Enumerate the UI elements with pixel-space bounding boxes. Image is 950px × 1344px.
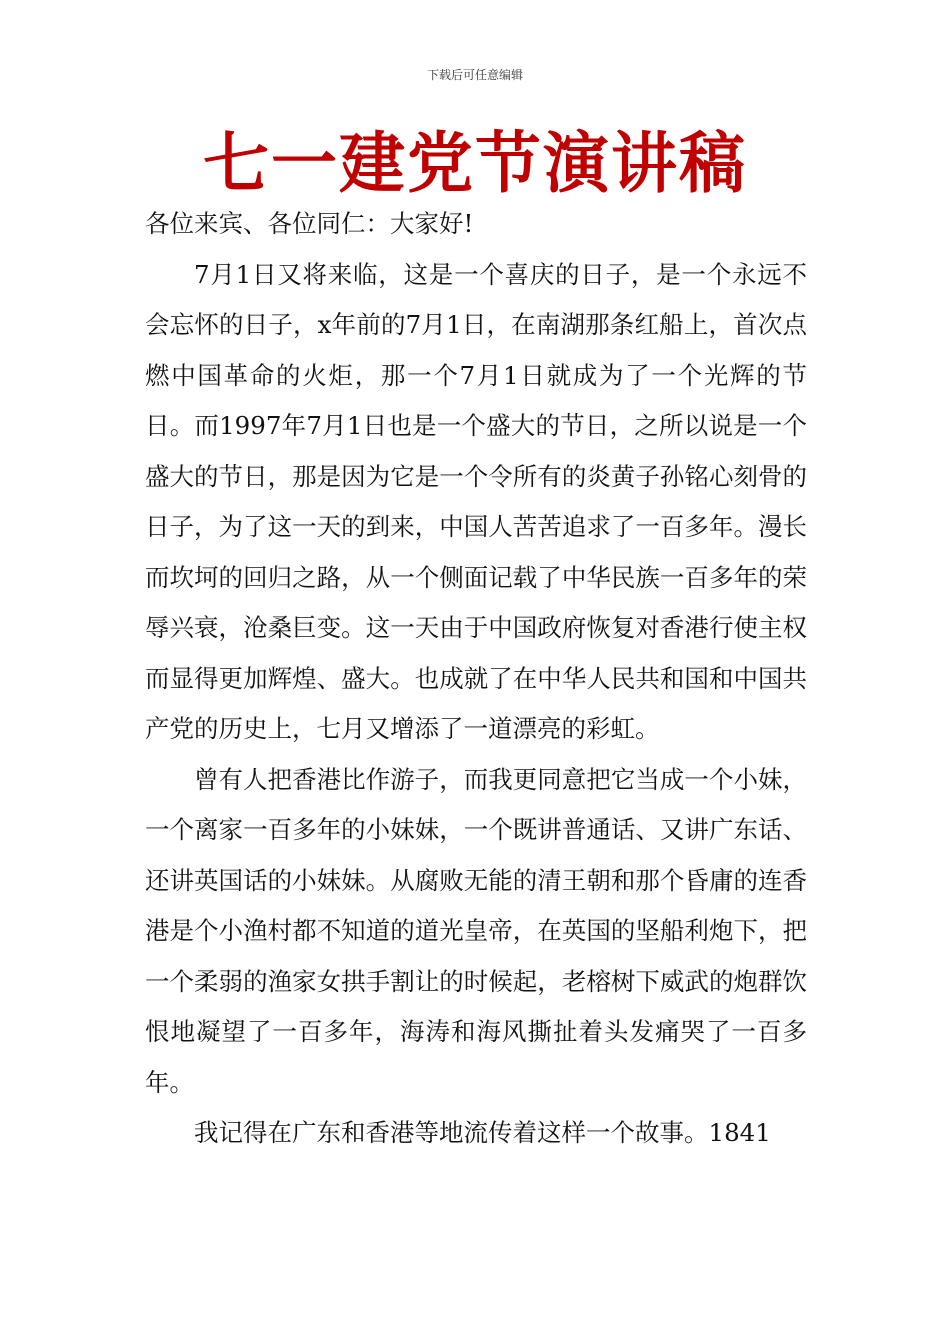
salutation: 各位来宾、各位同仁：大家好!	[145, 209, 474, 238]
document-title: 七一建党节演讲稿	[203, 124, 747, 202]
paragraph-2: 曾有人把香港比作游子，而我更同意把它当成一个小妹，一个离家一百多年的小妹妹，一个既讲普通话、又讲广东话、还讲英国话的小妹妹。从腐败无能的清王朝和那个昏庸的连香港是个小渔村都不知道的道光皇帝，在英国的坚船利炮下，把一个柔弱的渔家女拱手割让的时候起，老榕树下威武的炮群饮恨地凝望了一百多年，海涛和海风撕扯着头发痛哭了一百多年。	[145, 764, 807, 1097]
header-note: 下载后可任意编辑	[426, 68, 523, 82]
paragraph-3: 我记得在广东和香港等地流传着这样一个故事。1841	[194, 1118, 771, 1147]
document-body	[145, 199, 807, 1159]
paragraph-1: 7月1日又将来临，这是一个喜庆的日子，是一个永远不会忘怀的日子，x年前的7月1日，在南湖那条红船上，首次点燃中国革命的火炬，那一个7月1日就成为了一个光辉的节日。而1997年7月1日也是一个盛大的节日，之所以说是一个盛大的节日，那是因为它是一个令所有的炎黄子孙铭心刻骨的日子，为了这一天的到来，中国人苦苦追求了一百多年。漫长而坎坷的回归之路，从一个侧面记载了中华民族一百多年的荣辱兴衰，沧桑巨变。这一天由于中国政府恢复对香港行使主权而显得更加辉煌、盛大。也成就了在中华人民共和国和中国共产党的历史上，七月又增添了一道漂亮的彩虹。	[145, 259, 807, 743]
